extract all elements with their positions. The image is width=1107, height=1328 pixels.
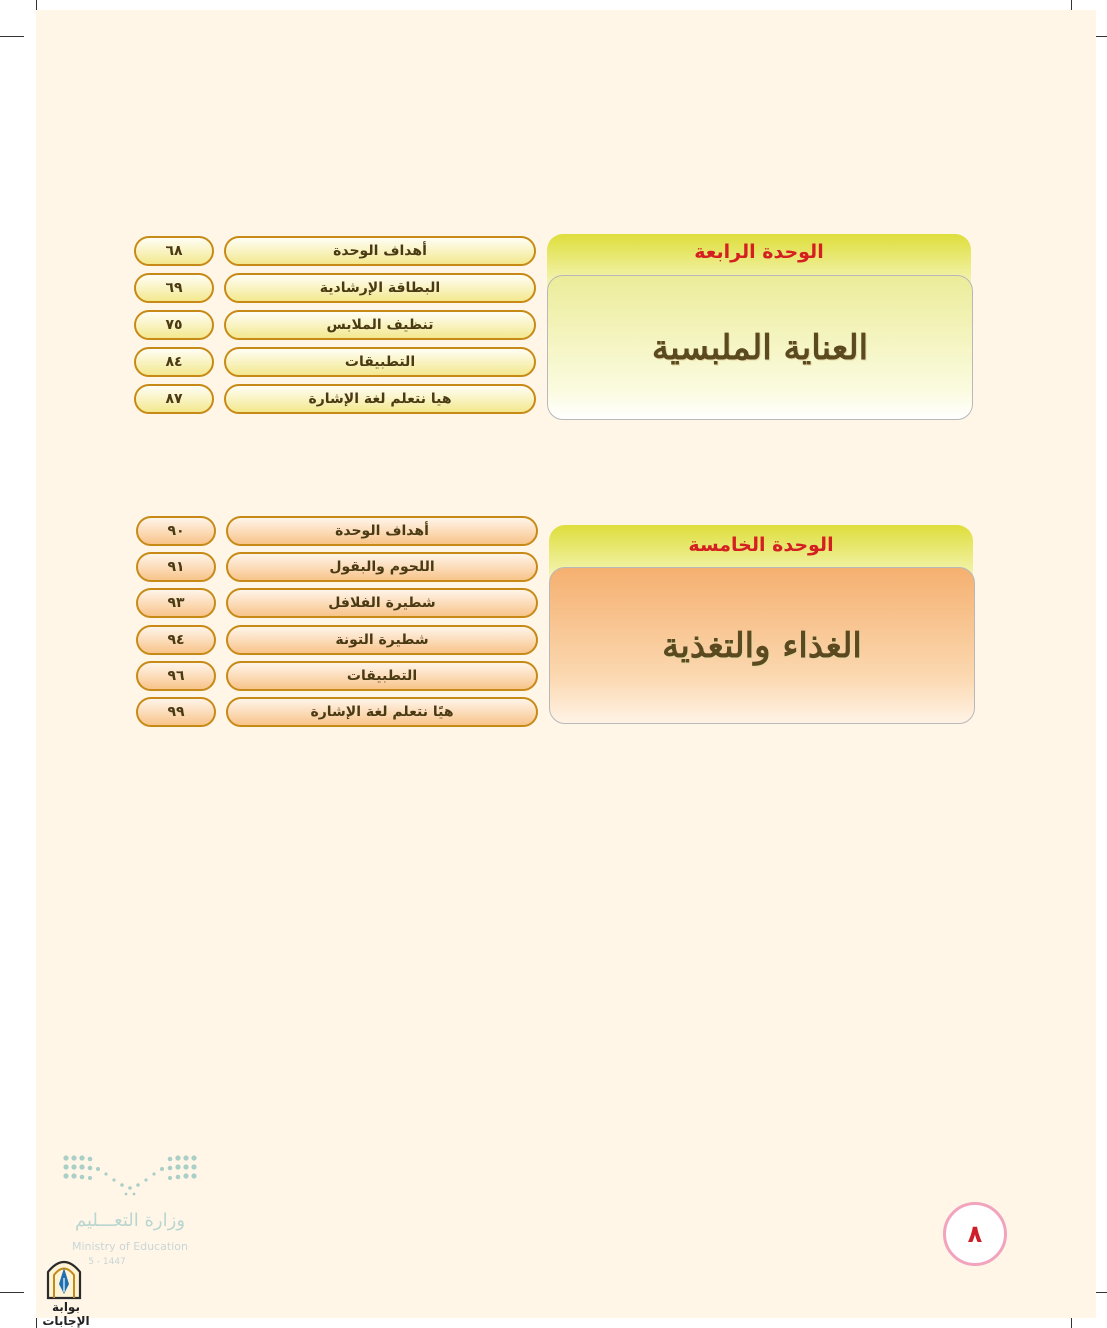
page-number-badge (943, 1202, 1007, 1266)
unit5-lesson-page-number[interactable]: ٩٣ (136, 588, 216, 618)
unit4-header-label: الوحدة الرابعة (694, 241, 824, 263)
unit5-lesson-item[interactable]: التطبيقات (226, 661, 538, 691)
unit5-header-label: الوحدة الخامسة (688, 534, 834, 556)
unit4-title-box (547, 275, 973, 420)
unit5-lesson-item[interactable]: هيًا نتعلم لغة الإشارة (226, 697, 538, 727)
ministry-logo-icon (60, 1152, 200, 1198)
unit5-lesson-item[interactable]: أهداف الوحدة (226, 516, 538, 546)
unit5-lesson-item[interactable]: اللحوم والبقول (226, 552, 538, 582)
unit4-lesson-item[interactable]: تنظيف الملابس (224, 310, 536, 340)
unit5-title-box (549, 567, 975, 724)
unit4-lesson-page-number[interactable]: ٨٧ (134, 384, 214, 414)
ministry-name-arabic: وزارة التعـــليم (74, 1210, 186, 1231)
unit5-lesson-item[interactable]: شطيرة الفلافل (226, 588, 538, 618)
edition-year: 5 - 1447 (88, 1257, 126, 1267)
unit4-lesson-page-number[interactable]: ٦٩ (134, 273, 214, 303)
unit5-lesson-page-number[interactable]: ٩٤ (136, 625, 216, 655)
answers-portal-logo-icon (42, 1254, 86, 1300)
unit5-lesson-page-number[interactable]: ٩٦ (136, 661, 216, 691)
ministry-name-english: Ministry of Education (71, 1240, 188, 1253)
page-number: ٨ (967, 1220, 983, 1248)
unit5-lesson-page-number[interactable]: ٩١ (136, 552, 216, 582)
crop-mark (0, 1292, 24, 1293)
unit4-lesson-item[interactable]: البطاقة الإرشادية (224, 273, 536, 303)
unit4-lesson-page-number[interactable]: ٦٨ (134, 236, 214, 266)
unit4-lesson-page-number[interactable]: ٨٤ (134, 347, 214, 377)
unit4-title: العناية الملبسية (651, 327, 869, 368)
unit4-lesson-item[interactable]: أهداف الوحدة (224, 236, 536, 266)
unit5-lesson-item[interactable]: شطيرة التونة (226, 625, 538, 655)
unit5-lesson-page-number[interactable]: ٩٠ (136, 516, 216, 546)
unit4-lesson-page-number[interactable]: ٧٥ (134, 310, 214, 340)
unit4-lesson-item[interactable]: التطبيقات (224, 347, 536, 377)
unit5-lesson-page-number[interactable]: ٩٩ (136, 697, 216, 727)
crop-mark (0, 36, 24, 37)
unit4-lesson-item[interactable]: هيا نتعلم لغة الإشارة (224, 384, 536, 414)
unit5-title: الغذاء والتغذية (662, 625, 862, 666)
answers-portal-label: بوابة الإجابات (42, 1300, 90, 1328)
